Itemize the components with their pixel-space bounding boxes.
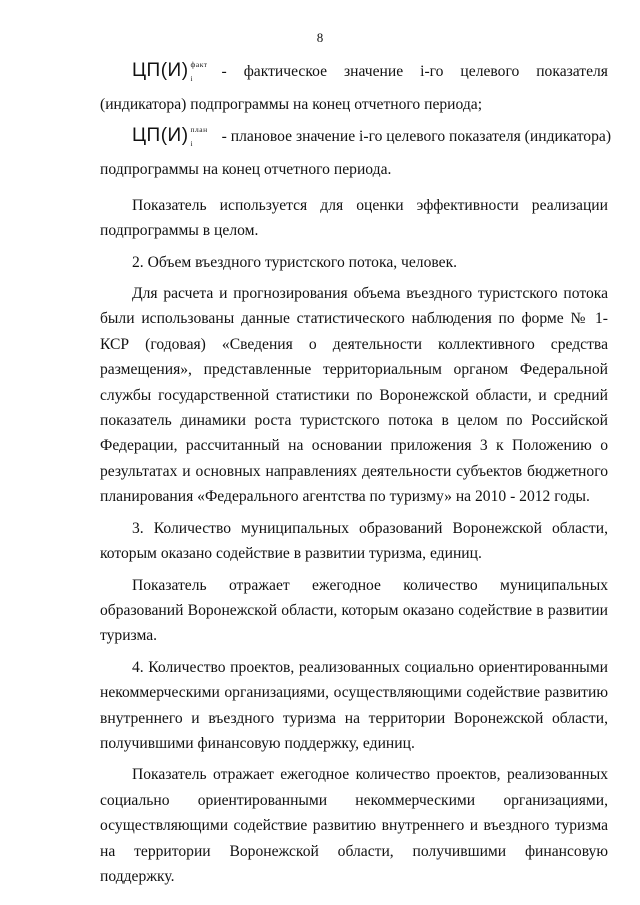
paragraph: Для расчета и прогнозирования объема въездного туристского потока были использованы данные статистического наблюдения по форме № 1-КСР (годовая) «Сведения о деятельности коллективного средства размещения», представленные территориальным органом Федеральной службы государственной статистики по Воронежской области, и средний показатель динамики роста туристского потока в целом по Российской Федерации, рассчитанный на основании приложения 3 к Положению о результатах и основных направлениях деятельности субъектов бюджетного планирования «Федерального агентства по туризму» на 2010 - 2012 годы. (100, 285, 608, 506)
formula-subscript: i (190, 74, 194, 83)
formula-base: ЦП(И) (132, 60, 189, 81)
formula-definition-plan (100, 123, 612, 157)
document-body (100, 58, 612, 889)
page-number: 8 (316, 30, 324, 45)
formula-cp-fact (132, 58, 208, 92)
formula-superscript: план (190, 125, 208, 135)
paragraph: Показатель отражает ежегодное количество проектов, реализованных социально ориентированными некоммерческими организациями, осуществляющими содействие развитию внутреннего и въездного туризма на территории Воронежской области, получившими финансовую поддержку. (100, 766, 608, 885)
section-heading: 3. Количество муниципальных образований Воронежской области, которым оказано содействие в развитии туризма, единиц. (100, 519, 608, 563)
formula-description-continued: (индикатора) подпрограммы на конец отчетного периода; (100, 96, 483, 113)
formula-description: - плановое значение i-го целевого показателя (индикатора) (221, 128, 612, 146)
formula-cp-plan (132, 123, 208, 157)
formula-description: - фактическое значение i-го целевого показателя (221, 63, 608, 80)
section-heading: 2. Объем въездного туристского потока, человек. (132, 253, 458, 271)
formula-definition-fact (100, 58, 608, 92)
formula-description-continued: подпрограммы на конец отчетного периода. (100, 161, 392, 179)
formula-superscript: факт (190, 60, 208, 69)
paragraph: Показатель отражает ежегодное количество муниципальных образований Воронежской области, которым оказано содействие в развитии туризма. (100, 576, 608, 645)
paragraph: Показатель используется для оценки эффективности реализации подпрограммы в целом. (100, 196, 608, 240)
formula-subscript: i (190, 139, 194, 149)
section-heading: 4. Количество проектов, реализованных социально ориентированными некоммерческими организациями, осуществляющими содействие развитию внутреннего и въездного туризма на территории Воронежской области, получившими финансовую поддержку, единиц. (100, 658, 608, 752)
formula-base: ЦП(И) (132, 125, 189, 147)
